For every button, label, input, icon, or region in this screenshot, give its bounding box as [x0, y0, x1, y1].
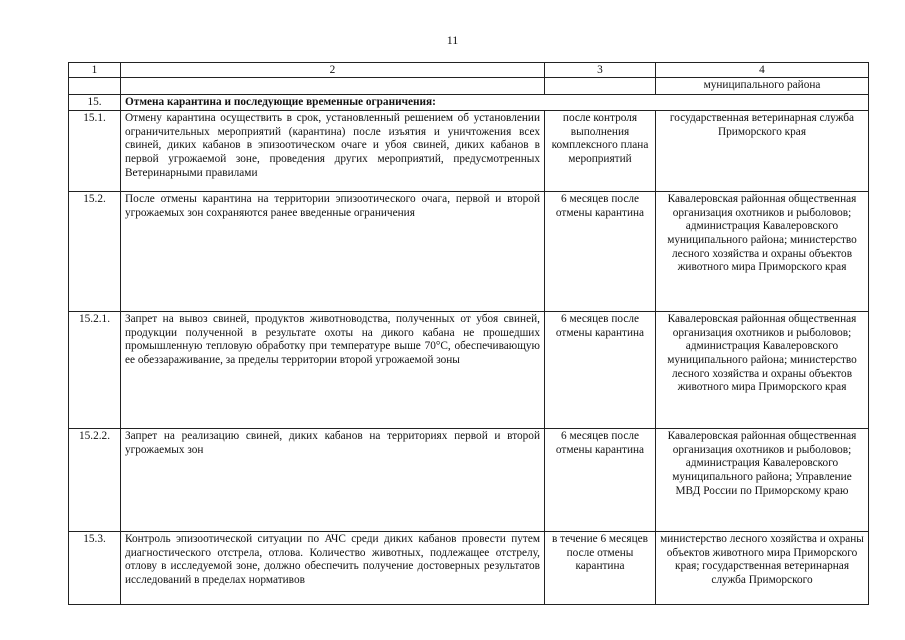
- row-number: 15.1.: [69, 111, 121, 192]
- table-row: [69, 532, 869, 605]
- continuation-desc-cell: [121, 78, 545, 95]
- row-term: 6 месяцев после отмены карантина: [545, 192, 656, 312]
- row-responsible: государственная ветеринарная служба Приморского края: [656, 111, 869, 192]
- row-description: После отмены карантина на территории эпизоотического очага, первой и второй угрожаемых зон сохраняются ранее введенные ограничения: [121, 192, 545, 312]
- continuation-row: [69, 78, 869, 95]
- continuation-term-cell: [545, 78, 656, 95]
- measures-table: [68, 62, 869, 605]
- section-title: Отмена карантина и последующие временные ограничения:: [121, 94, 869, 111]
- row-term: 6 месяцев после отмены карантина: [545, 429, 656, 532]
- header-col-2: 2: [121, 63, 545, 78]
- section-number: 15.: [69, 94, 121, 111]
- row-description: Запрет на реализацию свиней, диких кабанов на территориях первой и второй угрожаемых зон: [121, 429, 545, 532]
- table-row: [69, 312, 869, 429]
- page-number: 11: [446, 33, 459, 47]
- row-description: Отмену карантина осуществить в срок, установленный решением об установлении ограничительных мероприятий (карантина) после изъятия и уничтожения всех свиней, диких кабанов в эпизоотическом очаге и убоя свиней, диких кабанов в первой угрожаемой зоне, проведения других мероприятий, предусмотренных Ветеринарными правилами: [121, 111, 545, 192]
- row-number: 15.2.2.: [69, 429, 121, 532]
- table-row: [69, 192, 869, 312]
- row-number: 15.3.: [69, 532, 121, 605]
- row-number: 15.2.: [69, 192, 121, 312]
- header-col-3: 3: [545, 63, 656, 78]
- header-col-1: 1: [69, 63, 121, 78]
- row-responsible: Кавалеровская районная общественная организация охотников и рыболовов; администрация Кавалеровского муниципального района; министерство лесного хозяйства и охраны объектов животного мира Приморского края: [656, 192, 869, 312]
- header-col-4: 4: [656, 63, 869, 78]
- continuation-responsible-cell: муниципального района: [656, 78, 869, 95]
- row-term: после контроля выполнения комплексного плана мероприятий: [545, 111, 656, 192]
- row-term: в течение 6 месяцев после отмены карантина: [545, 532, 656, 605]
- row-responsible: Кавалеровская районная общественная организация охотников и рыболовов; администрация Кавалеровского муниципального района; Управление МВД России по Приморскому краю: [656, 429, 869, 532]
- row-number: 15.2.1.: [69, 312, 121, 429]
- continuation-num-cell: [69, 78, 121, 95]
- table-header-row: [69, 63, 869, 78]
- section-row: [69, 94, 869, 111]
- row-term: 6 месяцев после отмены карантина: [545, 312, 656, 429]
- row-description: Контроль эпизоотической ситуации по АЧС среди диких кабанов провести путем диагностического отстрела, отлова. Количество животных, подлежащее отстрелу, отлову в исследуемой зоне, должно обеспечить получение достоверных результатов исследований в пределах нормативов: [121, 532, 545, 605]
- table-row: [69, 111, 869, 192]
- row-responsible: министерство лесного хозяйства и охраны объектов животного мира Приморского края; государственная ветеринарная служба Приморского: [656, 532, 869, 605]
- table-row: [69, 429, 869, 532]
- row-description: Запрет на вывоз свиней, продуктов животноводства, полученных от убоя свиней, продукции полученной в результате охоты на дикого кабана не прошедших промышленную тепловую обработку при температуре выше 70°С, обеспечивающую ее обеззараживание, за пределы территории второй угрожаемой зоны: [121, 312, 545, 429]
- row-responsible: Кавалеровская районная общественная организация охотников и рыболовов; администрация Кавалеровского муниципального района; министерство лесного хозяйства и охраны объектов животного мира Приморского края: [656, 312, 869, 429]
